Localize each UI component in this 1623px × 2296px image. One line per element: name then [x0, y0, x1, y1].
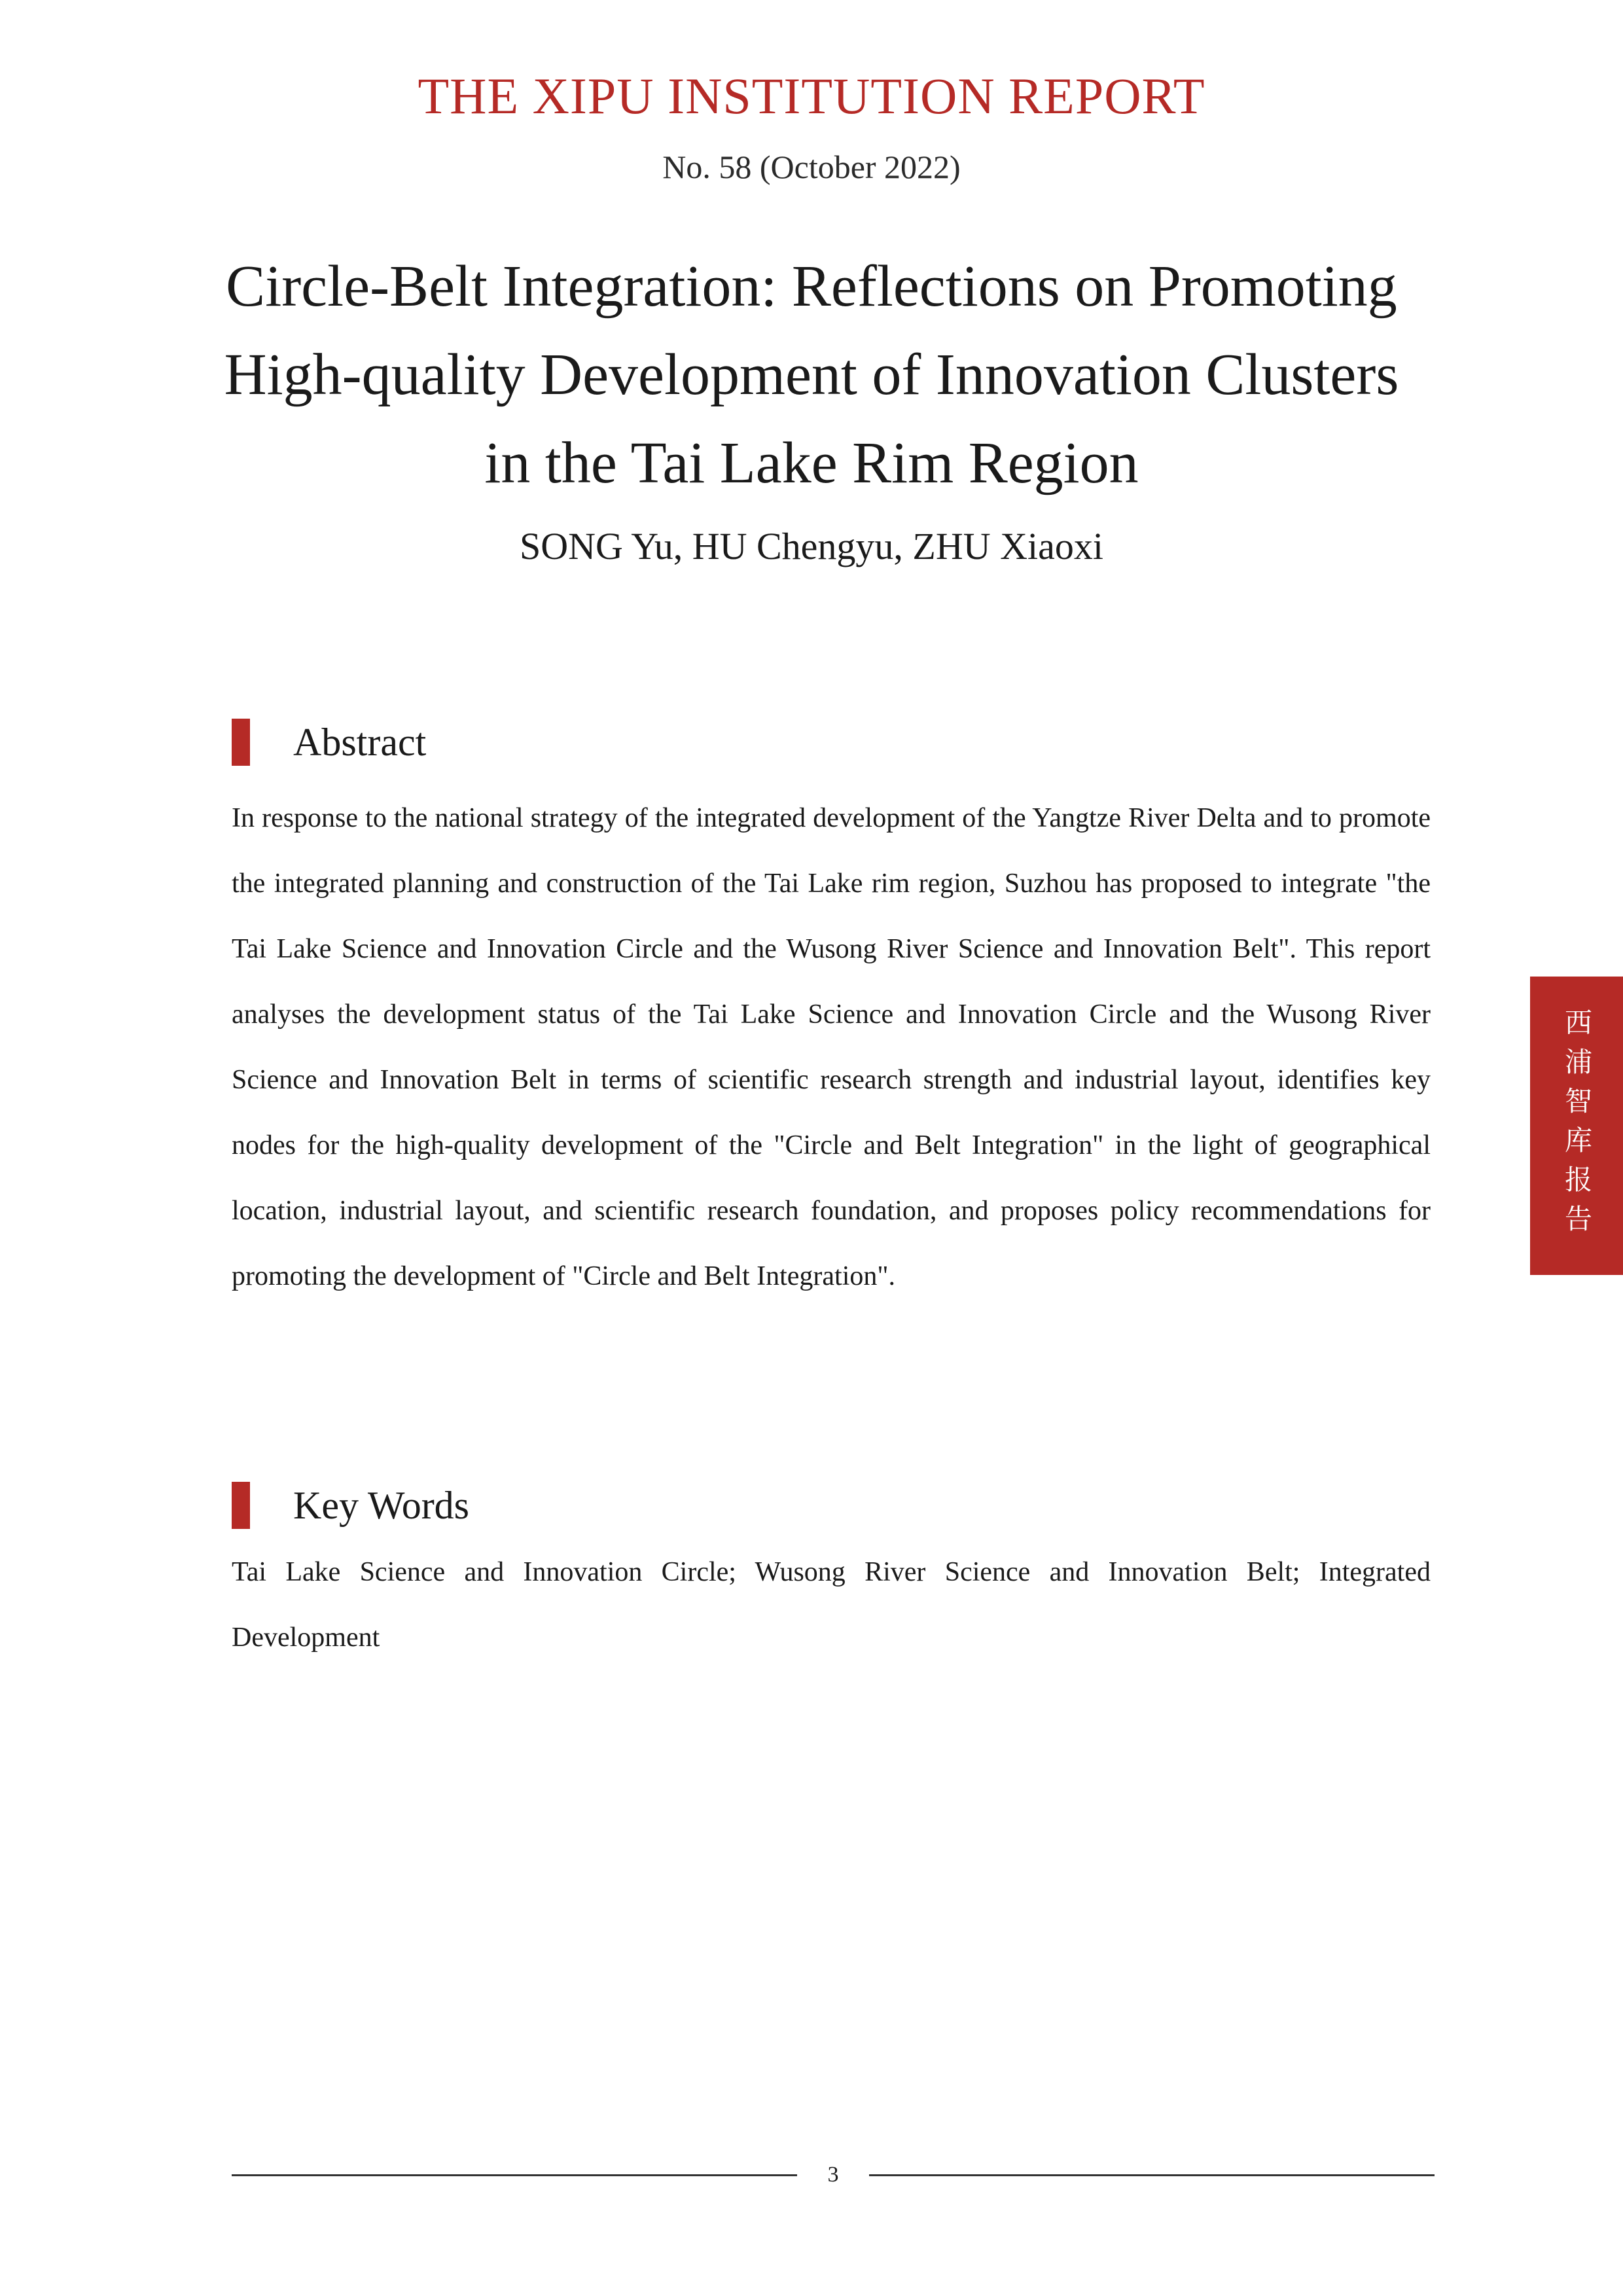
- side-tab: [1530, 977, 1623, 1275]
- keywords-text: Tai Lake Science and Innovation Circle; Wusong River Science and Innovation Belt; Integrated Development: [232, 1557, 1431, 1653]
- keywords-heading: [232, 1482, 469, 1529]
- footer-rule-left: [232, 2174, 797, 2176]
- section-marker: [232, 719, 250, 766]
- series-title: THE XIPU INSTITUTION REPORT: [418, 67, 1205, 124]
- title-line-3: in the Tai Lake Rim Region: [484, 431, 1139, 495]
- title-line-1: Circle-Belt Integration: Reflections on Promoting: [226, 254, 1397, 319]
- authors: SONG Yu, HU Chengyu, ZHU Xiaoxi: [520, 525, 1103, 567]
- abstract-heading-label: Abstract: [293, 721, 427, 764]
- abstract-heading: [232, 719, 426, 766]
- issue-number: No. 58 (October 2022): [662, 149, 961, 185]
- page-number: 3: [827, 2162, 839, 2187]
- title-line-2: High-quality Development of Innovation Clusters: [224, 342, 1399, 407]
- side-tab-label: 西浦智库报告: [1561, 1008, 1593, 1244]
- keywords-heading-label: Key Words: [293, 1484, 470, 1527]
- abstract-text: In response to the national strategy of the integrated development of the Yangtze River Delta and to promote the integrated planning and construction of the Tai Lake rim region, Suzhou has proposed to integrate "the Tai Lake Science and Innovation Circle and the Wusong River Science and Innovation Belt". This report analyses the development status of the Tai Lake Science and Innovation Circle and the Wusong River Science and Innovation Belt in terms of scientific research strength and industrial layout, identifies key nodes for the high-quality development of the "Circle and Belt Integration" in the light of geographical location, industrial layout, and scientific research foundation, and proposes policy recommendations for promoting the development of "Circle and Belt Integration".: [232, 803, 1431, 1291]
- report-title: [157, 242, 1466, 507]
- section-marker: [232, 1482, 250, 1529]
- footer-rule-right: [869, 2174, 1435, 2176]
